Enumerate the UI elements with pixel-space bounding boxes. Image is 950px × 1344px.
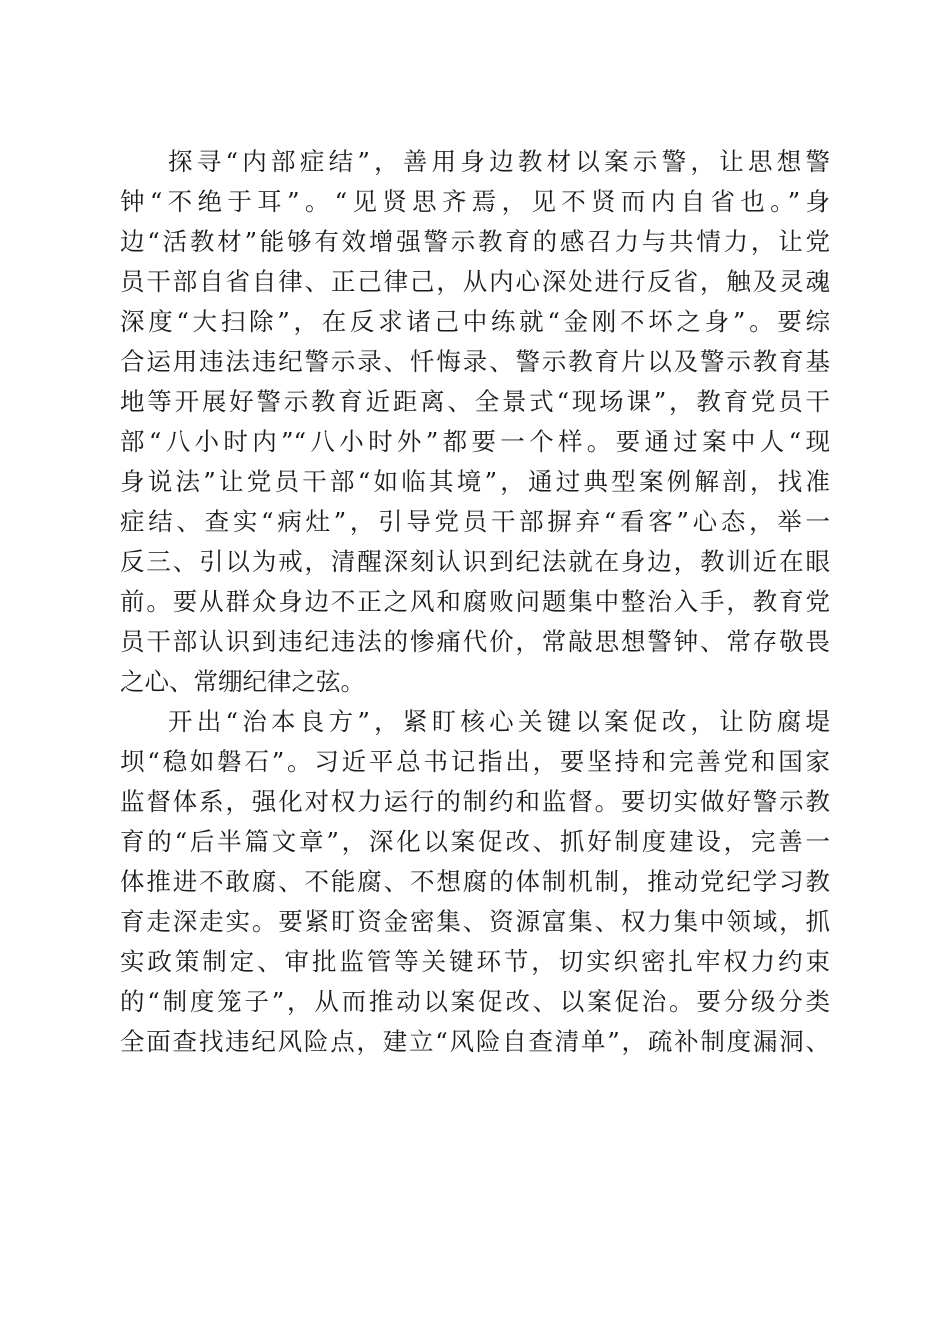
paragraph-1-line-5: 深度“大扫除”，在反求诸己中练就“金刚不坏之身”。要综: [120, 307, 830, 336]
paragraph-2-line-4: 育的“后半篇文章”，深化以案促改、抓好制度建设，完善一: [120, 827, 830, 856]
paragraph-2-line-5: 体推进不敢腐、不能腐、不想腐的体制机制，推动党纪学习教: [120, 867, 830, 896]
paragraph-1-line-6: 合运用违法违纪警示录、忏悔录、警示教育片以及警示教育基: [120, 347, 830, 376]
paragraph-1-line-11: 反三、引以为戒，清醒深刻认识到纪法就在身边，教训近在眼: [120, 547, 830, 576]
paragraph-1-line-14: 之心、常绷纪律之弦。: [120, 667, 365, 696]
paragraph-2-line-9: 全面查找违纪风险点，建立“风险自查清单”，疏补制度漏洞、: [120, 1027, 830, 1056]
paragraph-1-line-10: 症结、查实“病灶”，引导党员干部摒弃“看客”心态，举一: [120, 507, 830, 536]
paragraph-2-line-3: 监督体系，强化对权力运行的制约和监督。要切实做好警示教: [120, 787, 830, 816]
paragraph-1-line-12: 前。要从群众身边不正之风和腐败问题集中整治入手，教育党: [120, 587, 830, 616]
paragraph-2-line-7: 实政策制定、审批监管等关键环节，切实织密扎牢权力约束: [120, 947, 830, 976]
paragraph-1-line-9: 身说法”让党员干部“如临其境”，通过典型案例解剖，找准: [120, 467, 830, 496]
paragraph-2-line-1: 开出“治本良方”，紧盯核心关键以案促改，让防腐堤: [168, 707, 830, 736]
paragraph-1-line-1: 探寻“内部症结”，善用身边教材以案示警，让思想警: [168, 147, 830, 176]
paragraph-2-line-2: 坝“稳如磐石”。习近平总书记指出，要坚持和完善党和国家: [120, 747, 830, 776]
paragraph-1-line-7: 地等开展好警示教育近距离、全景式“现场课”，教育党员干: [120, 387, 830, 416]
paragraph-1-line-3: 边“活教材”能够有效增强警示教育的感召力与共情力，让党: [120, 227, 830, 256]
paragraph-1-line-4: 员干部自省自律、正己律己，从内心深处进行反省，触及灵魂: [120, 267, 830, 296]
paragraph-1-line-8: 部“八小时内”“八小时外”都要一个样。要通过案中人“现: [120, 427, 830, 456]
paragraph-2-line-6: 育走深走实。要紧盯资金密集、资源富集、权力集中领域，抓: [120, 907, 830, 936]
paragraph-2-line-8: 的“制度笼子”，从而推动以案促改、以案促治。要分级分类: [120, 987, 830, 1016]
paragraph-1-line-2: 钟“不绝于耳”。“见贤思齐焉，见不贤而内自省也。”身: [120, 187, 830, 216]
paragraph-1-line-13: 员干部认识到违纪违法的惨痛代价，常敲思想警钟、常存敬畏: [120, 627, 830, 656]
